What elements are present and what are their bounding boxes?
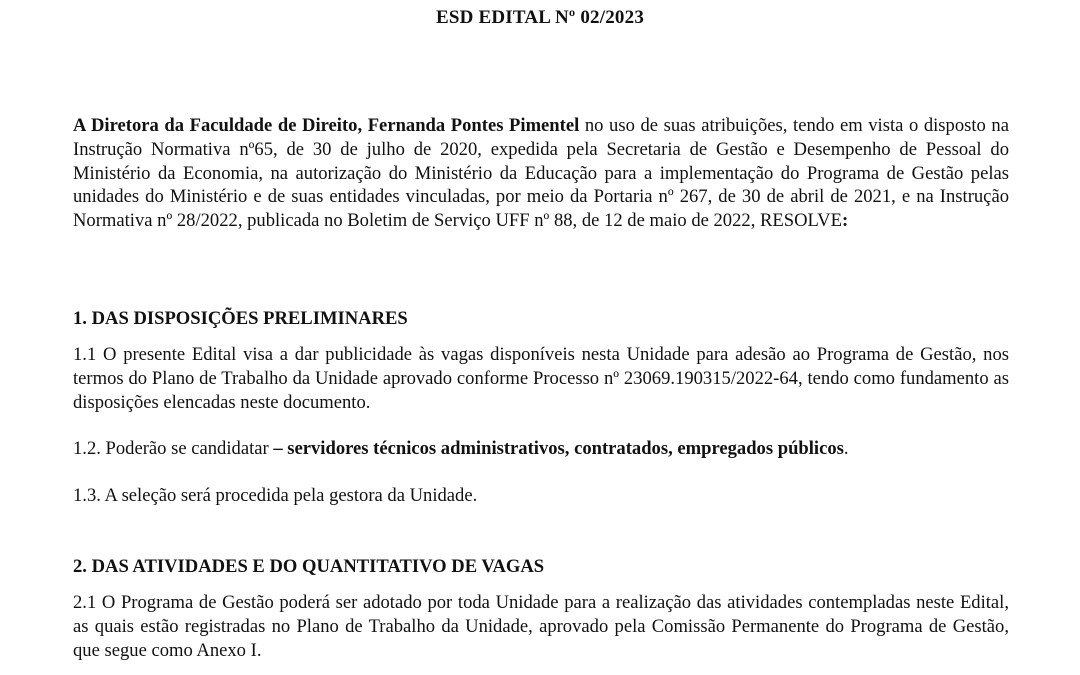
intro-body: no uso de suas atribuições, tendo em vista o disposto na Instrução Normativa nº65, de 30 de julho de 2020, expedida pela Secretaria de Gestão e Desempenho de Pessoal do Ministério da Economia, na autorização do Ministério da Educação para a implementação do Programa de Gestão pelas unidades do Ministério e de suas entidades vinculadas, por meio da Portaria nº 267, de 30 de abril de 2021, e na Instrução Normativa nº 28/2022, publicada no Boletim de Serviço UFF nº 88, de 12 de maio de 2022, RESOLVE [73, 115, 1009, 232]
section2-paragraph-2-1: 2.1 O Programa de Gestão poderá ser adotado por toda Unidade para a realização das atividades contempladas neste Edital, as quais estão registradas no Plano de Trabalho da Unidade, aprovado pela Comissão Permanente do Programa de Gestão, que segue como Anexo I. [73, 592, 1009, 661]
section1-heading: 1. DAS DISPOSIÇÕES PRELIMINARES [73, 308, 408, 329]
p12-bold: – servidores técnicos administrativos, contratados, empregados públicos [273, 438, 844, 459]
section1-paragraph-1-2 [73, 437, 1009, 461]
intro-bold-lead: A Diretora da Faculdade de Direito, Fernanda Pontes Pimentel [73, 115, 580, 136]
section1-paragraph-1-3: 1.3. A seleção será procedida pela gestora da Unidade. [73, 485, 478, 506]
section1-paragraph-1-1: 1.1 O presente Edital visa a dar publicidade às vagas disponíveis nesta Unidade para adesão ao Programa de Gestão, nos termos do Plano de Trabalho da Unidade aprovado conforme Processo nº 23069.190315/2022-64, tendo como fundamento as disposições elencadas neste documento. [73, 344, 1009, 413]
p12-tail: . [843, 438, 849, 459]
document-title: ESD EDITAL Nº 02/2023 [435, 7, 645, 28]
section2-heading: 2. DAS ATIVIDADES E DO QUANTITATIVO DE VAGAS [73, 556, 545, 577]
intro-paragraph [73, 114, 1009, 233]
p12-lead: 1.2. Poderão se candidatar [73, 438, 274, 459]
intro-bold-tail: : [841, 210, 849, 232]
